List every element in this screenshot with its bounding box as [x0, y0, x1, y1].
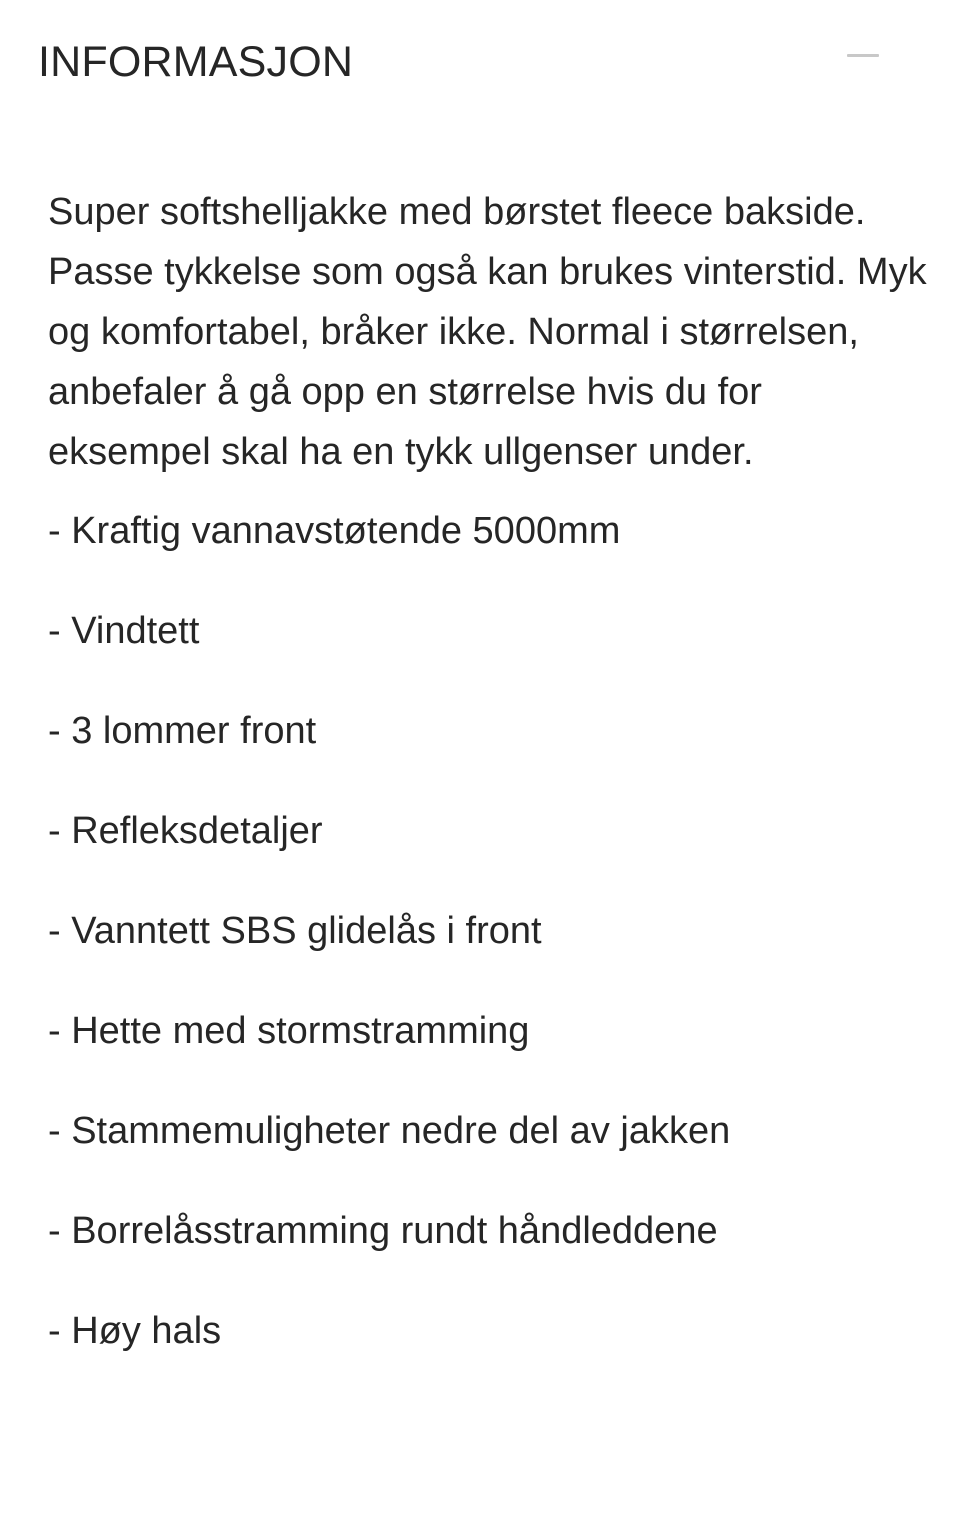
feature-item: - 3 lommer front [48, 710, 317, 752]
feature-item: - Borrelåsstramming rundt håndleddene [48, 1210, 718, 1252]
feature-item: - Høy hals [48, 1310, 222, 1352]
minus-icon [847, 54, 879, 57]
product-description: Super softshelljakke med børstet fleece bakside. Passe tykkelse som også kan brukes vinterstid. Myk og komfortabel, bråker ikke. Normal i størrelsen, anbefaler å gå opp en størrelse hvis du for eksempel skal ha en tykk ullgenser under. [48, 191, 927, 473]
accordion-header[interactable] [0, 0, 960, 124]
feature-item: - Vanntett SBS glidelås i front [48, 910, 542, 952]
feature-item: - Kraftig vannavstøtende 5000mm [48, 510, 621, 552]
feature-item: - Hette med stormstramming [48, 1010, 530, 1052]
accordion-body [48, 182, 928, 1401]
feature-item: - Refleksdetaljer [48, 810, 323, 852]
feature-item: - Vindtett [48, 610, 200, 652]
collapse-button[interactable] [838, 40, 888, 72]
section-title: INFORMASJON [38, 38, 354, 86]
feature-list [48, 501, 928, 1401]
feature-item: - Stammemuligheter nedre del av jakken [48, 1110, 731, 1152]
